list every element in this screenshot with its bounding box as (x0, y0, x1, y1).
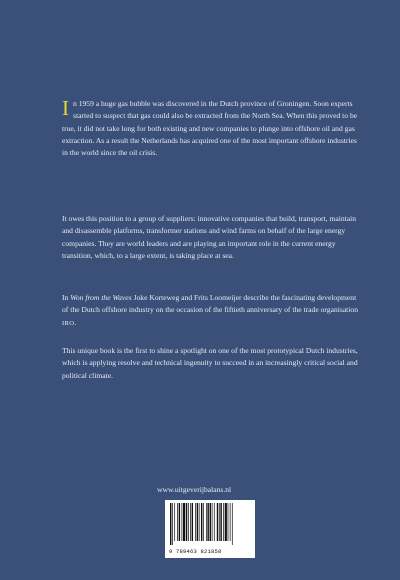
barcode-bar (190, 503, 191, 541)
barcode-bar (183, 503, 185, 541)
book-description-paragraph (62, 292, 362, 330)
barcode-bar (232, 503, 233, 545)
barcode-bar (230, 503, 231, 541)
p3-end: . (74, 317, 77, 327)
barcode-bar (207, 503, 208, 541)
barcode-bar (188, 503, 189, 541)
org-name: IRO (62, 319, 75, 327)
barcode-bar (174, 503, 175, 541)
barcode-bar (179, 503, 180, 541)
barcode-bar (223, 503, 224, 541)
isbn-number: 9 789463 821858 (169, 548, 222, 555)
barcode-bar (197, 503, 198, 541)
barcode-bars (168, 503, 252, 545)
barcode-bar (203, 503, 204, 541)
barcode-bar (170, 503, 171, 545)
intro-paragraph (62, 98, 362, 159)
book-title: Won from the Waves (70, 293, 132, 302)
isbn-barcode (165, 500, 255, 558)
barcode-bar (220, 503, 221, 541)
p3-middle: Joke Korteweg and Frits Loomeijer describe the fascinating development of the Dutch offshore industry on the occasion of the fiftieth anniversary of the trade organisation (62, 293, 359, 315)
p3-lead: In (62, 293, 71, 302)
drop-cap: I (62, 96, 69, 120)
publisher-url[interactable]: www.uitgeverijbalans.nl (157, 485, 232, 494)
barcode-bar (225, 503, 227, 541)
barcode-bar (195, 503, 196, 541)
barcode-bar (172, 503, 173, 545)
closing-paragraph: This unique book is the first to shine a spotlight on one of the most prototypical Dutch industries, which is applying resolve and technical ingenuity to succeed in an increasingly critical social and political climate. (62, 346, 358, 380)
barcode-bar (217, 503, 218, 541)
barcode-bar (214, 503, 215, 541)
barcode-bar (177, 503, 178, 541)
barcode-bar (212, 503, 213, 541)
barcode-bar (210, 503, 211, 541)
barcode-bar (219, 503, 220, 541)
barcode-bar (182, 503, 183, 541)
suppliers-paragraph: It owes this position to a group of suppliers: innovative companies that build, transport, maintain and disassemble platforms, transformer stations and wind farms on behalf of the large energy companies. They are world leaders and are playing an important role in the current energy transition, which, to a large extent, is taking place at sea. (62, 214, 357, 260)
barcode-bar (186, 503, 187, 541)
barcode-bar (206, 503, 207, 541)
barcode-bar (192, 503, 193, 541)
barcode-bar (199, 503, 200, 541)
intro-paragraph-text: n 1959 a huge gas bubble was discovered in the Dutch province of Groningen. Soon experts started to suspect that gas could also be extracted from the North Sea. When this proved to be true, it did not take long for both existing and new companies to plunge into offshore oil and gas extraction. As a result the Netherlands has acquired one of the most important offshore industries in the world since the oil crisis. (62, 99, 358, 158)
barcode-bar (201, 503, 202, 541)
barcode-bar (228, 503, 229, 541)
